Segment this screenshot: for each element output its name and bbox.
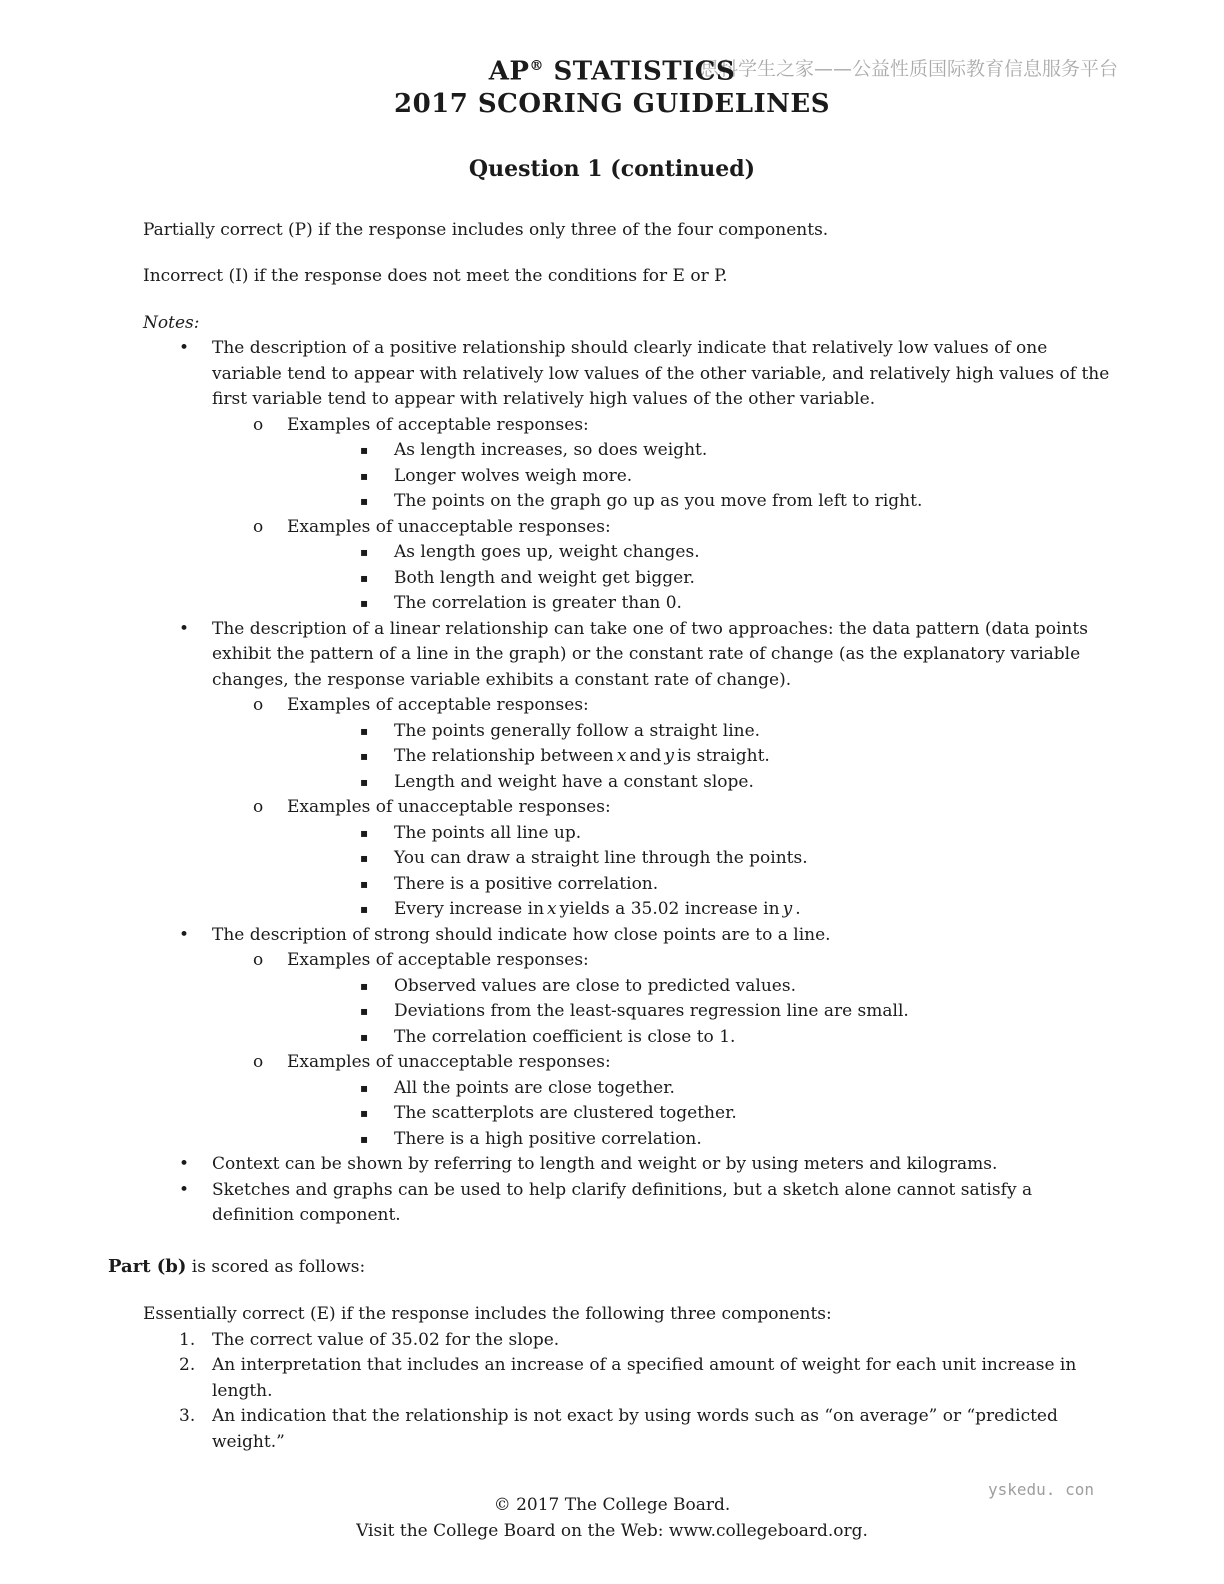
math-variable: x: [547, 899, 557, 920]
list-item: • Context can be shown by referring to length and weight or by using meters and kilograms.: [143, 1152, 1118, 1178]
list-item: ▪ Every increase in x yields a 35.02 increase in y .: [143, 897, 1118, 923]
page-footer: [0, 1492, 1224, 1544]
list-item: • The description of a linear relationship can take one of two approaches: the data pattern (data points exhibit the pattern of a line in the graph) or the constant rate of change (as the explanatory variable changes, the response variable exhibits a constant rate of change).: [179, 618, 1088, 690]
document-title: [0, 50, 1224, 88]
part-b-content: [143, 1302, 1118, 1455]
list-item: • Sketches and graphs can be used to help clarify definitions, but a sketch alone cannot satisfy a definition component.: [179, 1179, 1033, 1226]
numbered-list: [143, 1328, 1118, 1456]
list-item: ▪ The points generally follow a straight line.: [143, 719, 1118, 745]
list-item: ▪ Longer wolves weigh more.: [143, 464, 1118, 490]
square-bullet-icon: ▪: [360, 1080, 369, 1095]
square-bullet-icon: ▪: [360, 825, 369, 840]
square-bullet-icon: ▪: [360, 1004, 369, 1019]
notes-list: [143, 336, 1118, 1229]
square-bullet-icon: ▪: [360, 902, 369, 917]
square-bullet-icon: ▪: [360, 545, 369, 560]
square-bullet-icon: ▪: [360, 774, 369, 789]
incorrect-paragraph: Incorrect (I) if the response does not meet the conditions for E or P.: [143, 266, 728, 287]
list-item: ▪ The relationship between x and y is straight.: [143, 744, 1118, 770]
list-item: ▪ The points on the graph go up as you move from left to right.: [143, 489, 1118, 515]
square-bullet-icon: ▪: [360, 723, 369, 738]
bullet-icon: •: [179, 618, 190, 639]
main-content: [143, 218, 1118, 1229]
list-item: • The description of a positive relationship should clearly indicate that relatively low values of one variable tend to appear with relatively low values of the other variable, and relatively high values of the first variable tend to appear with relatively high values of the other variable.: [179, 338, 1110, 410]
math-variable: y: [782, 899, 793, 920]
square-bullet-icon: ▪: [360, 851, 369, 866]
list-item: ▪ The correlation is greater than 0.: [143, 591, 1118, 617]
list-item: ▪ Length and weight have a constant slope.: [143, 770, 1118, 796]
square-bullet-icon: ▪: [360, 978, 369, 993]
yskedu-watermark: yskedu. con: [988, 1480, 1094, 1499]
numbered-item: 1. The correct value of 35.02 for the slope.: [143, 1328, 1118, 1354]
list-item: ▪ The correlation coefficient is close to 1.: [143, 1025, 1118, 1051]
math-variable: y: [664, 746, 674, 767]
square-bullet-icon: ▪: [360, 468, 369, 483]
list-item: o Examples of unacceptable responses:: [143, 1050, 1118, 1076]
circle-bullet-icon: o: [253, 414, 264, 435]
list-item: ▪ Deviations from the least-squares regression line are small.: [143, 999, 1118, 1025]
square-bullet-icon: ▪: [360, 1106, 369, 1121]
list-item: ▪ Both length and weight get bigger.: [143, 566, 1118, 592]
list-item: o Examples of acceptable responses:: [143, 693, 1118, 719]
partially-correct-paragraph: Partially correct (P) if the response includes only three of the four components.: [143, 219, 829, 240]
math-variable: x: [616, 746, 627, 767]
list-item: ▪ You can draw a straight line through the points.: [143, 846, 1118, 872]
square-bullet-icon: ▪: [360, 1029, 369, 1044]
registered-mark: ®: [529, 58, 544, 74]
list-item: o Examples of unacceptable responses:: [143, 515, 1118, 541]
list-item: ▪ All the points are close together.: [143, 1076, 1118, 1102]
part-b-heading: Part (b) is scored as follows:: [108, 1255, 366, 1277]
item-number: 3.: [179, 1406, 196, 1427]
square-bullet-icon: ▪: [360, 596, 369, 611]
bullet-icon: •: [179, 338, 190, 359]
page-header: [0, 0, 1224, 120]
circle-bullet-icon: o: [253, 950, 264, 971]
bullet-icon: •: [179, 924, 190, 945]
bullet-icon: •: [179, 1179, 190, 1200]
part-b-label: Part (b): [108, 1255, 187, 1277]
chinese-watermark: 思科学生之家——公益性质国际教育信息服务平台: [700, 58, 1119, 80]
list-item: o Examples of unacceptable responses:: [143, 795, 1118, 821]
square-bullet-icon: ▪: [360, 570, 369, 585]
copyright-line: © 2017 The College Board.: [493, 1495, 731, 1515]
square-bullet-icon: ▪: [360, 494, 369, 509]
list-item: ▪ There is a high positive correlation.: [143, 1127, 1118, 1153]
numbered-item: 2. An interpretation that includes an increase of a specified amount of weight for each unit increase in length.: [179, 1355, 1077, 1401]
list-item: ▪ As length increases, so does weight.: [143, 438, 1118, 464]
circle-bullet-icon: o: [253, 797, 264, 818]
numbered-item: 3. An indication that the relationship is not exact by using words such as “on average” or “predicted weight.”: [179, 1406, 1058, 1452]
title-ap: AP: [488, 56, 530, 87]
item-number: 2.: [179, 1355, 196, 1376]
list-item: ▪ There is a positive correlation.: [143, 872, 1118, 898]
bullet-icon: •: [179, 1154, 190, 1175]
list-item: ▪ The points all line up.: [143, 821, 1118, 847]
question-title: Question 1 (continued): [468, 155, 756, 182]
square-bullet-icon: ▪: [360, 1131, 369, 1146]
square-bullet-icon: ▪: [360, 876, 369, 891]
document-subtitle: 2017 SCORING GUIDELINES: [393, 88, 831, 119]
list-item: ▪ Observed values are close to predicted values.: [143, 974, 1118, 1000]
list-item: ▪ The scatterplots are clustered together.: [143, 1101, 1118, 1127]
square-bullet-icon: ▪: [360, 443, 369, 458]
item-number: 1.: [179, 1329, 196, 1350]
list-item: o Examples of acceptable responses:: [143, 948, 1118, 974]
website-line: Visit the College Board on the Web: www.collegeboard.org.: [356, 1521, 868, 1541]
list-item: • The description of strong should indicate how close points are to a line.: [143, 923, 1118, 949]
essentially-correct-paragraph: Essentially correct (E) if the response includes the following three components:: [143, 1304, 832, 1325]
square-bullet-icon: ▪: [360, 749, 369, 764]
notes-label: Notes:: [143, 312, 200, 333]
circle-bullet-icon: o: [253, 1052, 264, 1073]
list-item: ▪ As length goes up, weight changes.: [143, 540, 1118, 566]
list-item: o Examples of acceptable responses:: [143, 413, 1118, 439]
title-statistics: STATISTICS: [543, 56, 736, 87]
circle-bullet-icon: o: [253, 695, 264, 716]
circle-bullet-icon: o: [253, 516, 264, 537]
